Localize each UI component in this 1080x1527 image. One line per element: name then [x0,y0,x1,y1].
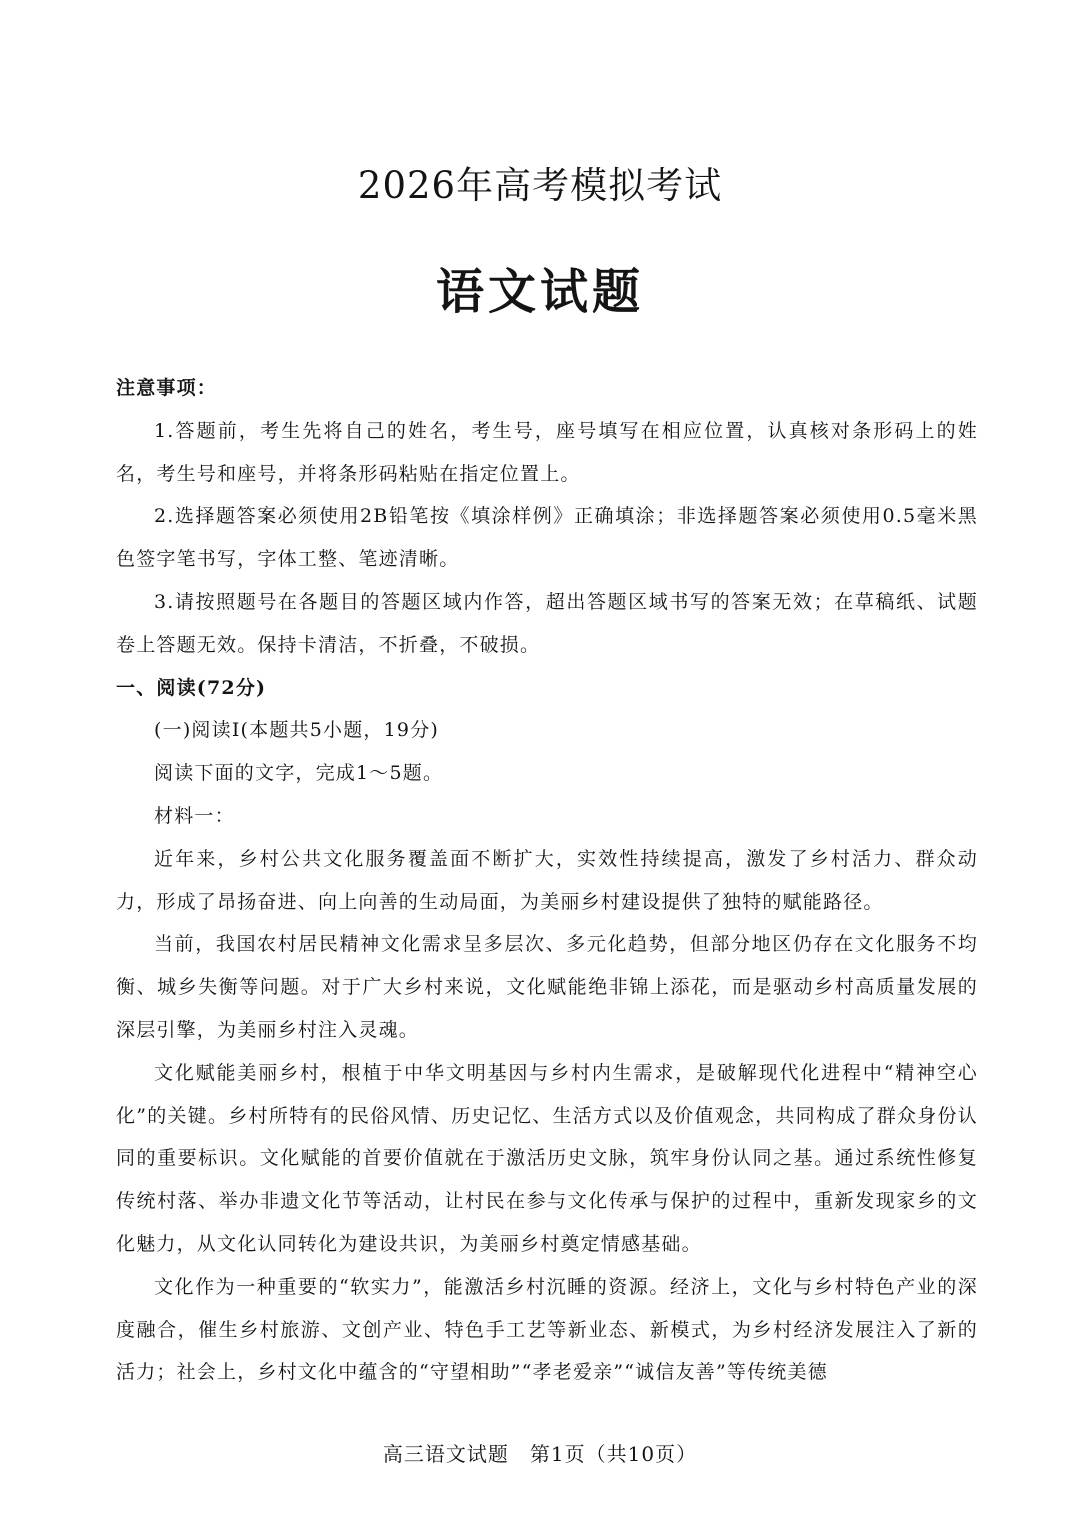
material-label: 材料一： [154,804,235,827]
notes-heading: 注意事项： [116,377,218,399]
material-paragraph-1: 近年来，乡村公共文化服务覆盖面不断扩大，实效性持续提高，激发了乡村活力、群众动力，形成了昂扬奋进、向上向善的生动局面，为美丽乡村建设提供了独特的赋能路径。 [116,847,978,913]
reading-instruction: 阅读下面的文字，完成1～5题。 [154,762,444,785]
exam-title: 2026年高考模拟考试 [357,164,723,207]
notes-item-2: 2.选择题答案必须使用2B铅笔按《填涂样例》正确填涂；非选择题答案必须使用0.5毫米黑色签字笔书写，字体工整、笔迹清晰。 [116,505,978,571]
subject-title: 语文试题 [435,264,644,320]
section-heading: 一、阅读(72分) [116,676,267,699]
page-footer: 高三语文试题 第1页（共10页） [382,1442,698,1466]
section-subheading: (一)阅读Ⅰ(本题共5小题，19分) [154,719,440,742]
material-paragraph-3: 文化赋能美丽乡村，根植于中华文明基因与乡村内生需求，是破解现代化进程中“精神空心化”的关键。乡村所特有的民俗风情、历史记忆、生活方式以及价值观念，共同构成了群众身份认同的重要标识。文化赋能的首要价值就在于激活历史文脉，筑牢身份认同之基。通过系统性修复传统村落、举办非遗文化节等活动，让村民在参与文化传承与保护的过程中，重新发现家乡的文化魅力，从文化认同转化为建设共识，为美丽乡村奠定情感基础。 [116,1061,978,1255]
notes-item-3: 3.请按照题号在各题目的答题区域内作答，超出答题区域书写的答案无效；在草稿纸、试题卷上答题无效。保持卡清洁，不折叠，不破损。 [116,590,978,656]
page-content [116,367,978,1394]
notes-item-1: 1.答题前，考生先将自己的姓名，考生号，座号填写在相应位置，认真核对条形码上的姓名，考生号和座号，并将条形码粘贴在指定位置上。 [116,419,978,485]
material-paragraph-4: 文化作为一种重要的“软实力”，能激活乡村沉睡的资源。经济上，文化与乡村特色产业的深度融合，催生乡村旅游、文创产业、特色手工艺等新业态、新模式，为乡村经济发展注入了新的活力；社会上，乡村文化中蕴含的“守望相助”“孝老爱亲”“诚信友善”等传统美德 [116,1275,978,1384]
material-paragraph-2: 当前，我国农村居民精神文化需求呈多层次、多元化趋势，但部分地区仍存在文化服务不均衡、城乡失衡等问题。对于广大乡村来说，文化赋能绝非锦上添花，而是驱动乡村高质量发展的深层引擎，为美丽乡村注入灵魂。 [116,933,978,1041]
